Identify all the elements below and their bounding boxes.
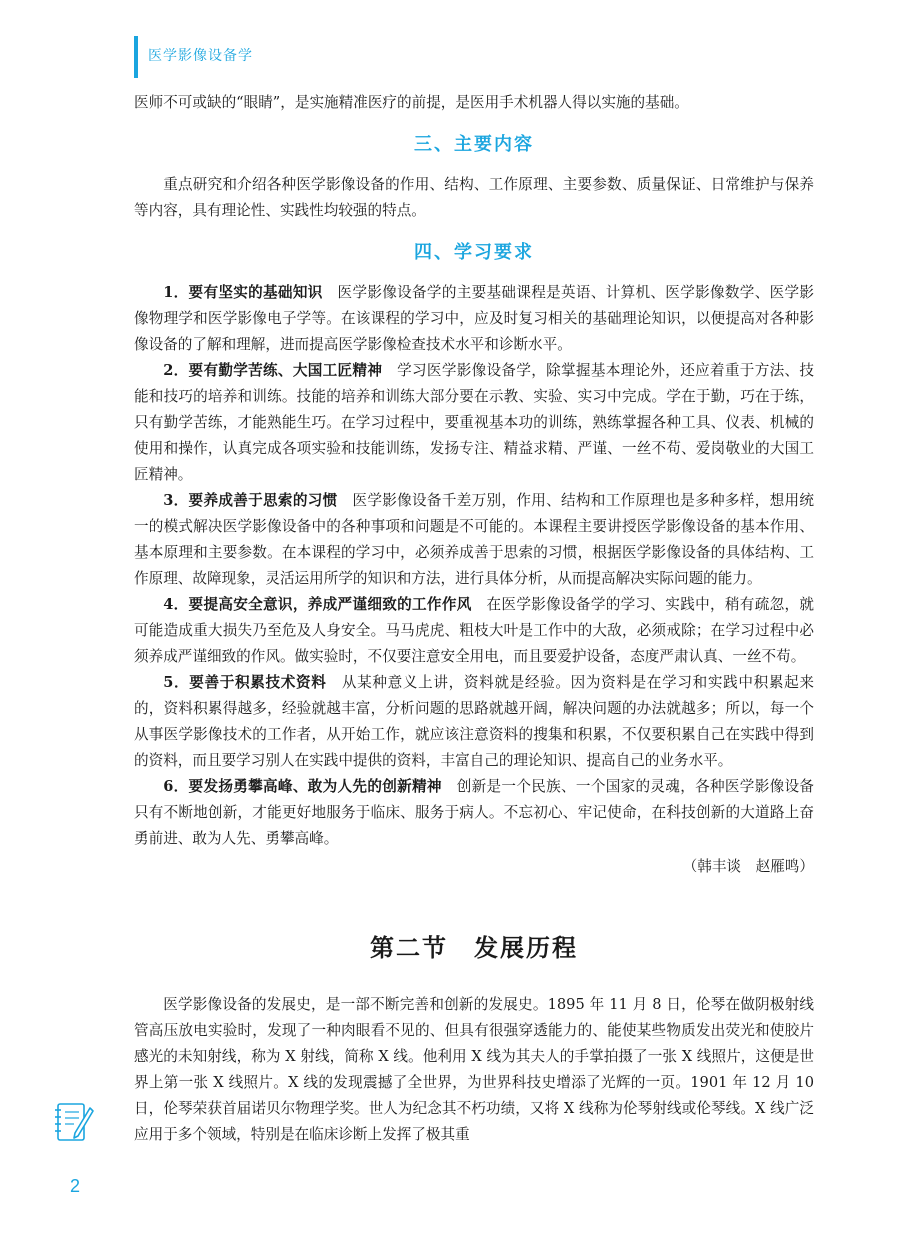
book-title: 医学影像设备学: [148, 48, 253, 64]
requirement-item-6: [134, 774, 814, 852]
requirement-body: 医学影像设备千差万别，作用、结构和工作原理也是多种多样，想用统一的模式解决医学影像设备中的各种事项和问题是不可能的。本课程主要讲授医学影像设备的基本作用、基本原理和主要参数。在本课程的学习中，必须养成善于思索的习惯，根据医学影像设备的具体结构、工作原理、故障现象，灵活运用所学的知识和方法，进行具体分析，从而提高解决实际问题的能力。: [134, 492, 814, 587]
requirement-body: 从某种意义上讲，资料就是经验。因为资料是在学习和实践中积累起来的，资料积累得越多，经验就越丰富，分析问题的思路就越开阔，解决问题的办法就越多；所以，每一个从事医学影像技术的工作者，从开始工作，就应该注意资料的搜集和积累，不仅要积累自己在实践中得到的资料，而且要学习别人在实践中提供的资料，丰富自己的理论知识、提高自己的业务水平。: [134, 674, 814, 769]
intro-carryover: 医师不可或缺的“眼睛”，是实施精准医疗的前提，是医用手术机器人得以实施的基础。: [134, 94, 689, 111]
requirement-item-4: [134, 592, 814, 670]
requirement-item-3: [134, 488, 814, 592]
requirement-body: 医学影像设备学的主要基础课程是英语、计算机、医学影像数学、医学影像物理学和医学影像电子学等。在该课程的学习中，应及时复习相关的基础理论知识，以便提高对各种影像设备的了解和理解，进而提高医学影像检查技术水平和诊断水平。: [134, 284, 814, 353]
requirement-title: 3．要养成善于思索的习惯: [163, 492, 338, 509]
requirement-body: 在医学影像设备学的学习、实践中，稍有疏忽，就可能造成重大损失乃至危及人身安全。马马虎虎、粗枝大叶是工作中的大敌，必须戒除；在学习过程中必须养成严谨细致的作风。做实验时，不仅要注意安全用电，而且要爱护设备，态度严肃认真、一丝不苟。: [134, 596, 814, 665]
requirement-body: 创新是一个民族、一个国家的灵魂，各种医学影像设备只有不断地创新，才能更好地服务于临床、服务于病人。不忘初心、牢记使命，在科技创新的大道路上奋勇前进、敢为人先、勇攀高峰。: [134, 778, 814, 847]
requirement-title: 5．要善于积累技术资料: [163, 674, 327, 691]
chapter-title: 第二节 发展历程: [370, 934, 578, 962]
authors-credit: （韩丰谈 赵雁鸣）: [682, 858, 814, 875]
header-accent-bar: [134, 36, 138, 78]
chapter-paragraph: 医学影像设备的发展史，是一部不断完善和创新的发展史。1895 年 11 月 8 日，伦琴在做阴极射线管高压放电实验时，发现了一种肉眼看不见的、但具有很强穿透能力的、能使某些物质发出荧光和使胶片感光的未知射线，称为 X 射线，简称 X 线。他利用 X 线为其夫人的手掌拍摄了一张 X 线照片，这便是世界上第一张 X 线照片。X 线的发现震撼了全世界，为世界科技史增添了光辉的一页。1901 年 12 月 10 日，伦琴荣获首届诺贝尔物理学奖。世人为纪念其不朽功绩，又将 X 线称为伦琴射线或伦琴线。X 线广泛应用于多个领域，特别是在临床诊断上发挥了极其重: [134, 996, 814, 1143]
requirement-title: 4．要提高安全意识，养成严谨细致的工作作风: [163, 596, 472, 613]
requirement-item-5: [134, 670, 814, 774]
requirement-body: 学习医学影像设备学，除掌握基本理论外，还应着重于方法、技能和技巧的培养和训练。技能的培养和训练大部分要在示教、实验、实习中完成。学在于勤，巧在于练，只有勤学苦练，才能熟能生巧。在学习过程中，要重视基本功的训练，熟练掌握各种工具、仪表、机械的使用和操作，认真完成各项实验和技能训练，发扬专注、精益求精、严谨、一丝不苟、爱岗敬业的大国工匠精神。: [134, 362, 814, 483]
page-content: [134, 90, 814, 1148]
section-heading-main-content: 三、主要内容: [414, 134, 534, 155]
requirement-title: 6．要发扬勇攀高峰、敢为人先的创新精神: [163, 778, 442, 795]
main-content-paragraph: 重点研究和介绍各种医学影像设备的作用、结构、工作原理、主要参数、质量保证、日常维护与保养等内容，具有理论性、实践性均较强的特点。: [134, 176, 814, 219]
notebook-pen-icon: [52, 1098, 96, 1148]
page-number: 2: [70, 1176, 81, 1196]
section-heading-study-requirements: 四、学习要求: [414, 242, 534, 263]
requirement-title: 1．要有坚实的基础知识: [163, 284, 323, 301]
requirement-item-2: [134, 358, 814, 488]
requirement-item-1: [134, 280, 814, 358]
requirement-title: 2．要有勤学苦练、大国工匠精神: [163, 362, 383, 379]
